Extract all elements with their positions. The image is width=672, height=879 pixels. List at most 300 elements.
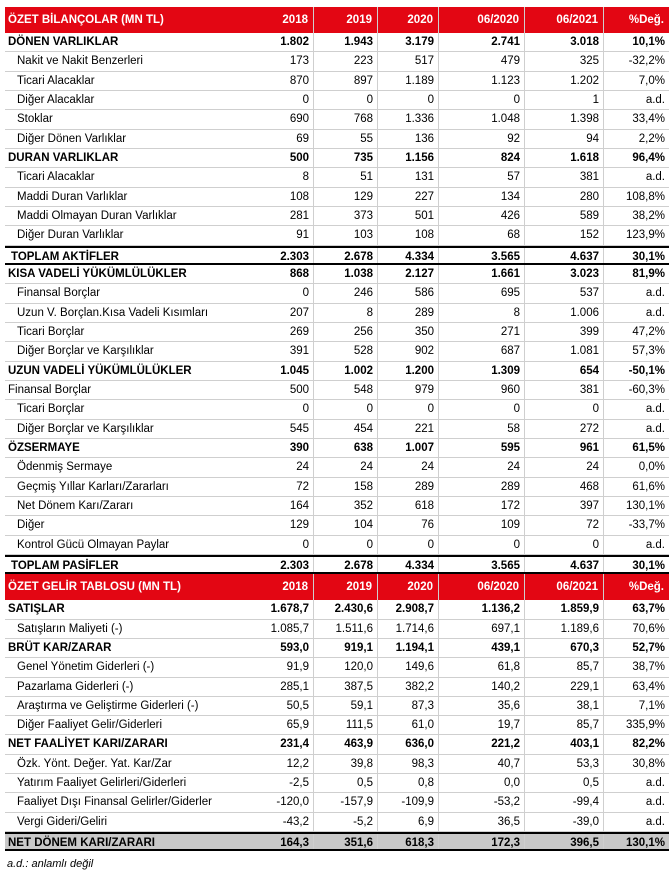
cell-2020: 0 [378,400,439,418]
cell-label: Stoklar [17,113,53,126]
cell-06-2021: 1.189,6 [525,620,604,638]
cell-2018: 2.303 [248,557,314,572]
cell-2020: 979 [378,381,439,399]
cell-06-2021: 396,5 [525,834,604,849]
cell-2020: 131 [378,168,439,186]
cell-06-2020: 0 [439,400,525,418]
cell-label: Ticari Borçlar [17,325,85,338]
cell-06-2020: 426 [439,207,525,225]
cell-2019: 0 [314,91,378,109]
cell-label: Finansal Borçlar [8,383,92,396]
balance-sheet-row [5,168,669,187]
cell-06-2020: 479 [439,52,525,70]
cell-2020: 87,3 [378,697,439,715]
cell-2020: 2.127 [378,265,439,283]
cell-06-2020: 2.741 [439,33,525,51]
cell-06-2021: 468 [525,478,604,496]
cell-06-2020: 57 [439,168,525,186]
cell-06-2021: 06/2021 [525,7,604,33]
cell-label: Ticari Borçlar [17,403,85,416]
cell-2018: 545 [248,420,314,438]
income-statement-row [5,658,669,677]
cell-2019: 129 [314,188,378,206]
cell-change: a.d. [645,422,665,435]
cell-2018: 173 [248,52,314,70]
cell-2019: 0,5 [314,774,378,792]
cell-change: 81,9% [632,267,665,280]
cell-change: a.d. [645,287,665,300]
cell-2020: -109,9 [378,793,439,811]
cell-2020: 618 [378,497,439,515]
cell-change: a.d. [645,538,665,551]
cell-06-2020: 36,5 [439,813,525,831]
income-statement-row [5,793,669,812]
income-statement-row [5,755,669,774]
cell-2019: 638 [314,439,378,457]
balance-sheet-row [5,478,669,497]
cell-2020: 61,0 [378,716,439,734]
cell-06-2020: 697,1 [439,620,525,638]
cell-06-2021: 397 [525,497,604,515]
cell-2020: 350 [378,323,439,341]
cell-06-2021: 24 [525,458,604,476]
cell-change: 10,1% [632,36,665,48]
cell-06-2020: 289 [439,478,525,496]
cell-06-2021: 1.081 [525,342,604,360]
cell-06-2021: 152 [525,226,604,244]
cell-change: 82,2% [632,738,665,751]
cell-06-2021: 3.023 [525,265,604,283]
cell-label: DÖNEN VARLIKLAR [8,36,119,48]
cell-2020: 4.334 [378,248,439,263]
cell-06-2020: 172,3 [439,834,525,849]
cell-2018: 281 [248,207,314,225]
cell-2020: 76 [378,516,439,534]
cell-06-2021: 0,5 [525,774,604,792]
cell-06-2021: -99,4 [525,793,604,811]
cell-2020: 1.189 [378,72,439,90]
cell-2019: 39,8 [314,755,378,773]
cell-label: NET DÖNEM KARI/ZARARI [8,837,155,850]
cell-label: KISA VADELİ YÜKÜMLÜLÜKLER [8,267,187,280]
cell-2019: 0 [314,400,378,418]
cell-change: 61,5% [632,441,665,454]
cell-label: ÖZSERMAYE [8,441,80,454]
cell-change: -50,1% [628,364,665,377]
cell-06-2020: 134 [439,188,525,206]
cell-label: NET FAALİYET KARI/ZARARI [8,738,168,751]
cell-change: a.d. [645,93,665,106]
cell-06-2020: 06/2020 [439,7,525,33]
cell-change: 130,1% [625,837,665,850]
cell-2020: 2.908,7 [378,600,439,618]
cell-06-2021: 94 [525,130,604,148]
cell-change: 2,2% [638,132,665,145]
cell-2019: 1.002 [314,362,378,380]
cell-2020: 136 [378,130,439,148]
balance-sheet-row [5,72,669,91]
balance-sheet-row [5,304,669,323]
cell-2019: 373 [314,207,378,225]
cell-2019: 735 [314,149,378,167]
cell-label: Yatırım Faaliyet Gelirleri/Giderleri [17,777,187,790]
cell-label: Satışların Maliyeti (-) [17,622,123,635]
cell-2019: 919,1 [314,639,378,657]
cell-2019: 59,1 [314,697,378,715]
cell-2018: 0 [248,400,314,418]
cell-06-2020: 0,0 [439,774,525,792]
cell-label: Ödenmiş Sermaye [17,461,113,474]
cell-2020: 586 [378,284,439,302]
balance-sheet-row [5,33,669,52]
cell-06-2021: 53,3 [525,755,604,773]
balance-sheet-row [5,52,669,71]
cell-change: 108,8% [625,190,665,203]
cell-2018: 690 [248,110,314,128]
cell-label: Geçmiş Yıllar Karları/Zararları [17,480,169,493]
cell-change: 130,1% [625,499,665,512]
cell-2019: 387,5 [314,678,378,696]
cell-change: 70,6% [632,622,665,635]
cell-06-2021: 3.018 [525,33,604,51]
cell-2020: 24 [378,458,439,476]
cell-2019: 2019 [314,574,378,600]
cell-change: 38,2% [632,209,665,222]
balance-sheet-row [5,400,669,419]
cell-06-2020: 19,7 [439,716,525,734]
cell-2018: 870 [248,72,314,90]
cell-06-2021: 85,7 [525,716,604,734]
cell-06-2020: 1.048 [439,110,525,128]
cell-2018: 91,9 [248,658,314,676]
cell-2019: 454 [314,420,378,438]
cell-change: -33,7% [628,519,665,532]
cell-2020: 1.156 [378,149,439,167]
cell-2019: 158 [314,478,378,496]
income-statement-row [5,774,669,793]
cell-change: a.d. [645,403,665,416]
cell-2020: 289 [378,304,439,322]
cell-06-2020: 92 [439,130,525,148]
balance-sheet-row [5,110,669,129]
cell-06-2021: 1.398 [525,110,604,128]
cell-change: a.d. [645,171,665,184]
balance-sheet-row [5,188,669,207]
cell-label: DURAN VARLIKLAR [8,151,119,164]
cell-2018: 207 [248,304,314,322]
cell-2019: 1.038 [314,265,378,283]
income-statement-row [5,600,669,619]
cell-2018: 0 [248,91,314,109]
cell-06-2021: 06/2021 [525,574,604,600]
cell-label: BRÜT KAR/ZARAR [8,641,112,654]
cell-06-2021: 4.637 [525,557,604,572]
cell-2018: 129 [248,516,314,534]
cell-change: 123,9% [625,229,665,242]
cell-2018: 12,2 [248,755,314,773]
income-statement-header-row [5,574,669,600]
cell-change: -60,3% [628,383,665,396]
cell-06-2021: 325 [525,52,604,70]
cell-06-2020: 687 [439,342,525,360]
cell-06-2020: 140,2 [439,678,525,696]
cell-2018: 164,3 [248,834,314,849]
cell-label: Diğer Faaliyet Gelir/Giderleri [17,719,163,732]
cell-change: a.d. [645,777,665,790]
cell-06-2020: 595 [439,439,525,457]
cell-06-2021: 589 [525,207,604,225]
cell-06-2021: 381 [525,168,604,186]
income-statement-row [5,620,669,639]
cell-label: TOPLAM PASİFLER [11,559,119,572]
cell-change: -32,2% [628,55,665,68]
income-statement-row [5,697,669,716]
income-statement-row [5,639,669,658]
cell-2020: 2020 [378,7,439,33]
balance-sheet-row [5,555,669,574]
cell-label: UZUN VADELİ YÜKÜMLÜLÜKLER [8,364,192,377]
cell-2018: 24 [248,458,314,476]
cell-2019: 463,9 [314,735,378,753]
cell-06-2020: 61,8 [439,658,525,676]
cell-06-2020: 3.565 [439,248,525,263]
cell-2018: 91 [248,226,314,244]
cell-2018: 0 [248,284,314,302]
cell-2019: 246 [314,284,378,302]
balance-sheet-row [5,536,669,555]
cell-06-2020: 40,7 [439,755,525,773]
cell-change: 63,4% [632,680,665,693]
cell-label: Diğer Alacaklar [17,93,95,106]
cell-06-2021: -39,0 [525,813,604,831]
cell-06-2021: 1.006 [525,304,604,322]
cell-06-2021: 403,1 [525,735,604,753]
balance-sheet-row [5,323,669,342]
cell-06-2020: 0 [439,91,525,109]
cell-2020: 289 [378,478,439,496]
cell-06-2021: 399 [525,323,604,341]
balance-sheet-row [5,342,669,361]
cell-06-2021: 72 [525,516,604,534]
cell-2020: 501 [378,207,439,225]
cell-06-2021: 654 [525,362,604,380]
cell-2018: 269 [248,323,314,341]
cell-label: Faaliyet Dışı Finansal Gelirler/Giderler [17,796,212,809]
cell-2018: 500 [248,149,314,167]
cell-2019: 528 [314,342,378,360]
cell-change: 7,0% [638,74,665,87]
cell-change: 335,9% [625,719,665,732]
cell-label: Maddi Olmayan Duran Varlıklar [17,209,177,222]
cell-label: Diğer Borçlar ve Karşılıklar [17,422,154,435]
cell-change: %Değ. [628,581,664,594]
cell-06-2020: 960 [439,381,525,399]
cell-06-2021: 1 [525,91,604,109]
cell-change: 0,0% [638,461,665,474]
cell-06-2021: 381 [525,381,604,399]
cell-2019: 256 [314,323,378,341]
cell-label: Özk. Yönt. Değer. Yat. Kar/Zar [17,757,172,770]
cell-06-2020: 68 [439,226,525,244]
cell-2018: 231,4 [248,735,314,753]
cell-2018: 0 [248,536,314,554]
cell-change: 57,3% [632,345,665,358]
cell-06-2021: 229,1 [525,678,604,696]
cell-2020: 3.179 [378,33,439,51]
cell-06-2020: 06/2020 [439,574,525,600]
income-statement-row [5,716,669,735]
cell-label: Net Dönem Karı/Zararı [17,499,134,512]
cell-06-2021: 1.618 [525,149,604,167]
cell-label: Uzun V. Borçlan.Kısa Vadeli Kısımları [17,306,209,319]
cell-2020: 6,9 [378,813,439,831]
balance-sheet-row [5,284,669,303]
cell-change: 63,7% [632,603,665,616]
cell-06-2020: 1.309 [439,362,525,380]
cell-label: Kontrol Gücü Olmayan Paylar [17,538,170,551]
cell-change: %Değ. [628,14,664,26]
income-statement-row [5,735,669,754]
cell-label: Ticari Alacaklar [17,74,95,87]
cell-06-2020: -53,2 [439,793,525,811]
balance-sheet-row [5,265,669,284]
balance-sheet-row [5,381,669,400]
cell-2020: 227 [378,188,439,206]
cell-label: Diğer Borçlar ve Karşılıklar [17,345,154,358]
cell-06-2020: 271 [439,323,525,341]
cell-2018: 390 [248,439,314,457]
footnote: a.d.: anlamlı değil [7,858,94,870]
cell-2018: 65,9 [248,716,314,734]
cell-2018: 391 [248,342,314,360]
cell-label: Vergi Gideri/Geliri [17,815,108,828]
cell-2019: 104 [314,516,378,534]
cell-06-2021: 1.202 [525,72,604,90]
cell-06-2020: 35,6 [439,697,525,715]
cell-06-2021: 280 [525,188,604,206]
cell-label: Finansal Borçlar [17,287,101,300]
balance-sheet-row [5,246,669,265]
cell-06-2021: 0 [525,536,604,554]
cell-label: Pazarlama Giderleri (-) [17,680,134,693]
cell-2020: 1.714,6 [378,620,439,638]
cell-06-2020: 1.136,2 [439,600,525,618]
cell-2018: 1.802 [248,33,314,51]
cell-06-2021: 670,3 [525,639,604,657]
cell-06-2021: 272 [525,420,604,438]
cell-2020: 2020 [378,574,439,600]
cell-2018: 285,1 [248,678,314,696]
cell-label: Genel Yönetim Giderleri (-) [17,661,155,674]
cell-change: a.d. [645,796,665,809]
cell-2019: -157,9 [314,793,378,811]
cell-2018: 2018 [248,574,314,600]
cell-change: a.d. [645,815,665,828]
cell-2018: -2,5 [248,774,314,792]
cell-2019: 223 [314,52,378,70]
balance-sheet-row [5,130,669,149]
cell-2019: 8 [314,304,378,322]
cell-2018: 868 [248,265,314,283]
cell-change: 47,2% [632,325,665,338]
cell-06-2021: 537 [525,284,604,302]
balance-sheet-row [5,420,669,439]
cell-06-2020: 221,2 [439,735,525,753]
cell-2018: 2018 [248,7,314,33]
cell-06-2020: 8 [439,304,525,322]
balance-sheet-row [5,91,669,110]
cell-2019: 24 [314,458,378,476]
cell-2020: 902 [378,342,439,360]
cell-2019: 103 [314,226,378,244]
cell-2018: 2.303 [248,248,314,263]
cell-2018: 8 [248,168,314,186]
balance-sheet-row [5,497,669,516]
cell-label: Diğer Dönen Varlıklar [17,132,127,145]
cell-2018: 69 [248,130,314,148]
cell-2019: 55 [314,130,378,148]
cell-2019: 2.678 [314,248,378,263]
income-statement-row [5,832,669,851]
cell-2018: 108 [248,188,314,206]
cell-2018: 50,5 [248,697,314,715]
cell-2020: 636,0 [378,735,439,753]
cell-label: Nakit ve Nakit Benzerleri [17,55,143,68]
cell-2020: 1.194,1 [378,639,439,657]
cell-2019: 0 [314,536,378,554]
income-statement-row [5,813,669,832]
cell-06-2020: 0 [439,536,525,554]
cell-2020: 0,8 [378,774,439,792]
cell-06-2020: 695 [439,284,525,302]
cell-change: 61,6% [632,480,665,493]
cell-06-2020: 109 [439,516,525,534]
cell-change: 96,4% [632,151,665,164]
balance-sheet-row [5,516,669,535]
balance-sheet-row [5,439,669,458]
balance-sheet-row [5,226,669,245]
cell-change: 38,7% [632,661,665,674]
cell-2018: 593,0 [248,639,314,657]
cell-2020: 149,6 [378,658,439,676]
cell-change: a.d. [645,306,665,319]
cell-2019: 51 [314,168,378,186]
cell-06-2020: 439,1 [439,639,525,657]
cell-label: Ticari Alacaklar [17,171,95,184]
cell-change: 33,4% [632,113,665,126]
cell-2020: 1.200 [378,362,439,380]
cell-2020: 4.334 [378,557,439,572]
cell-2019: 352 [314,497,378,515]
cell-change: 52,7% [632,641,665,654]
cell-2020: 221 [378,420,439,438]
cell-label: TOPLAM AKTİFLER [11,250,119,263]
income-statement-row [5,678,669,697]
cell-label: ÖZET BİLANÇOLAR (MN TL) [8,14,164,26]
cell-06-2020: 58 [439,420,525,438]
cell-2018: 1.678,7 [248,600,314,618]
cell-2019: 1.943 [314,33,378,51]
cell-2020: 108 [378,226,439,244]
cell-2019: 351,6 [314,834,378,849]
cell-label: Diğer Duran Varlıklar [17,229,124,242]
balance-sheet-row [5,207,669,226]
cell-2019: 2.430,6 [314,600,378,618]
cell-06-2020: 1.123 [439,72,525,90]
cell-2018: 72 [248,478,314,496]
cell-2020: 1.336 [378,110,439,128]
cell-label: SATIŞLAR [8,603,65,616]
